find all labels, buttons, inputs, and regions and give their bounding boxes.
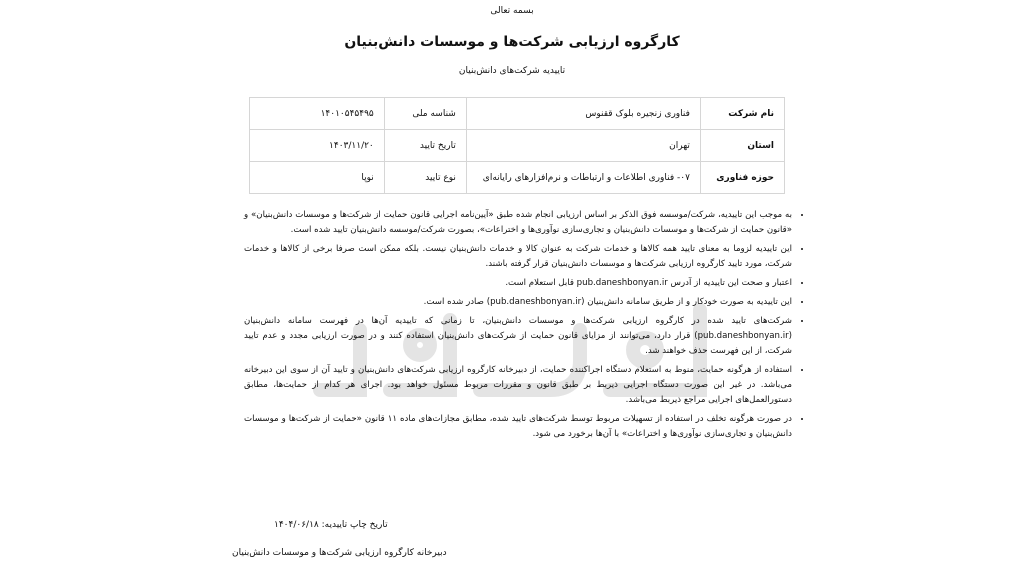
label-tech-field: حوزه فناوری — [700, 162, 784, 194]
value-approval-type: نوپا — [250, 162, 385, 194]
list-item: • به موجب این تاییدیه، شرکت/موسسه فوق الذکر بر اساس ارزیابی انجام شده طبق «آیین‌نامه اجرایی قانون حمایت از شرکت‌ها و موسسات دانش‌بنیان» و «قانون حمایت از شرکت‌ها و موسسات دانش‌بنیان و تجاری‌سازی نوآوری‌ها و اختراعات»، بصورت شرکت/موسسه دانش‌بنیان تایید شده است. — [244, 208, 792, 238]
label-province: استان — [700, 130, 784, 162]
table-row — [250, 130, 785, 162]
print-date: تاریخ چاپ تاییدیه: ۱۴۰۴/۰۶/۱۸ — [274, 520, 388, 530]
value-company-name: فناوری زنجیره بلوک ققنوس — [466, 98, 700, 130]
table-row — [250, 162, 785, 194]
list-item: • اعتبار و صحت این تاییدیه از آدرس pub.daneshbonyan.ir قابل استعلام است. — [244, 276, 792, 291]
page-subtitle: تاییدیه شرکت‌های دانش‌بنیان — [458, 66, 566, 76]
list-item: • در صورت هرگونه تخلف در استفاده از تسهیلات مربوط توسط شرکت‌های تایید شده، مطابق مجازات‌های ماده ۱۱ قانون «حمایت از شرکت‌ها و موسسات دانش‌بنیان و تجاری‌سازی نوآوری‌ها و اختراعات» با آن‌ها برخورد می شود. — [244, 412, 792, 442]
secretariat-signature: دبیرخانه کارگروه ارزیابی شرکت‌ها و موسسات دانش‌بنیان — [232, 548, 447, 558]
label-approval-date: تاریخ تایید — [384, 130, 466, 162]
label-company-name: نام شرکت — [700, 98, 784, 130]
table-row — [250, 98, 785, 130]
invocation-text: بسمه تعالی — [490, 6, 534, 16]
notes-list — [244, 208, 808, 446]
list-item: • استفاده از هرگونه حمایت، منوط به استعلام دستگاه اجراکننده حمایت، از دبیرخانه کارگروه ارزیابی شرکت‌های دانش‌بنیان و تایید آن از سوی این دبیرخانه می‌باشد. در غیر این صورت دستگاه اجرایی ذیربط بر طبق قانون و مقررات مربوط مسئول خواهد بود. اجرای هر کدام از حمایت‌ها، مطابق دستورالعمل‌های اجرایی مراجع ذیربط می‌باشد. — [244, 363, 792, 408]
company-info-table — [249, 97, 785, 194]
list-item: • شرکت‌های تایید شده در کارگروه ارزیابی شرکت‌ها و موسسات دانش‌بنیان، تا زمانی که تاییدیه آن‌ها در فهرست سامانه دانش‌بنیان (pub.daneshbonyan.ir) قرار دارد، می‌توانند از مزایای قانون حمایت از شرکت‌های دانش‌بنیان استفاده کنند و در صورت ارزیابی مجدد و عدم تایید شرکت، از این فهرست حذف خواهند شد. — [244, 314, 792, 359]
page-title: کارگروه ارزیابی شرکت‌ها و موسسات دانش‌بنیان — [344, 34, 680, 50]
list-item: • این تاییدیه به صورت خودکار و از طریق سامانه دانش‌بنیان (pub.daneshbonyan.ir) صادر شده است. — [244, 295, 792, 310]
value-national-id: ۱۴۰۱۰۵۴۵۴۹۵ — [250, 98, 385, 130]
label-national-id: شناسه ملی — [384, 98, 466, 130]
value-approval-date: ۱۴۰۳/۱۱/۲۰ — [250, 130, 385, 162]
value-province: تهران — [466, 130, 700, 162]
label-approval-type: نوع تایید — [384, 162, 466, 194]
list-item: • این تاییدیه لزوما به معنای تایید همه کالاها و خدمات شرکت به عنوان کالا و خدمات دانش‌بنیان نیست. بلکه ممکن است صرفا برخی از کالاها و خدمات شرکت، مورد تایید کارگروه ارزیابی شرکت‌ها و موسسات دانش‌بنیان قرار گرفته باشند. — [244, 242, 792, 272]
value-tech-field: ۰۷- فناوری اطلاعات و ارتباطات و نرم‌افزارهای رایانه‌ای — [466, 162, 700, 194]
